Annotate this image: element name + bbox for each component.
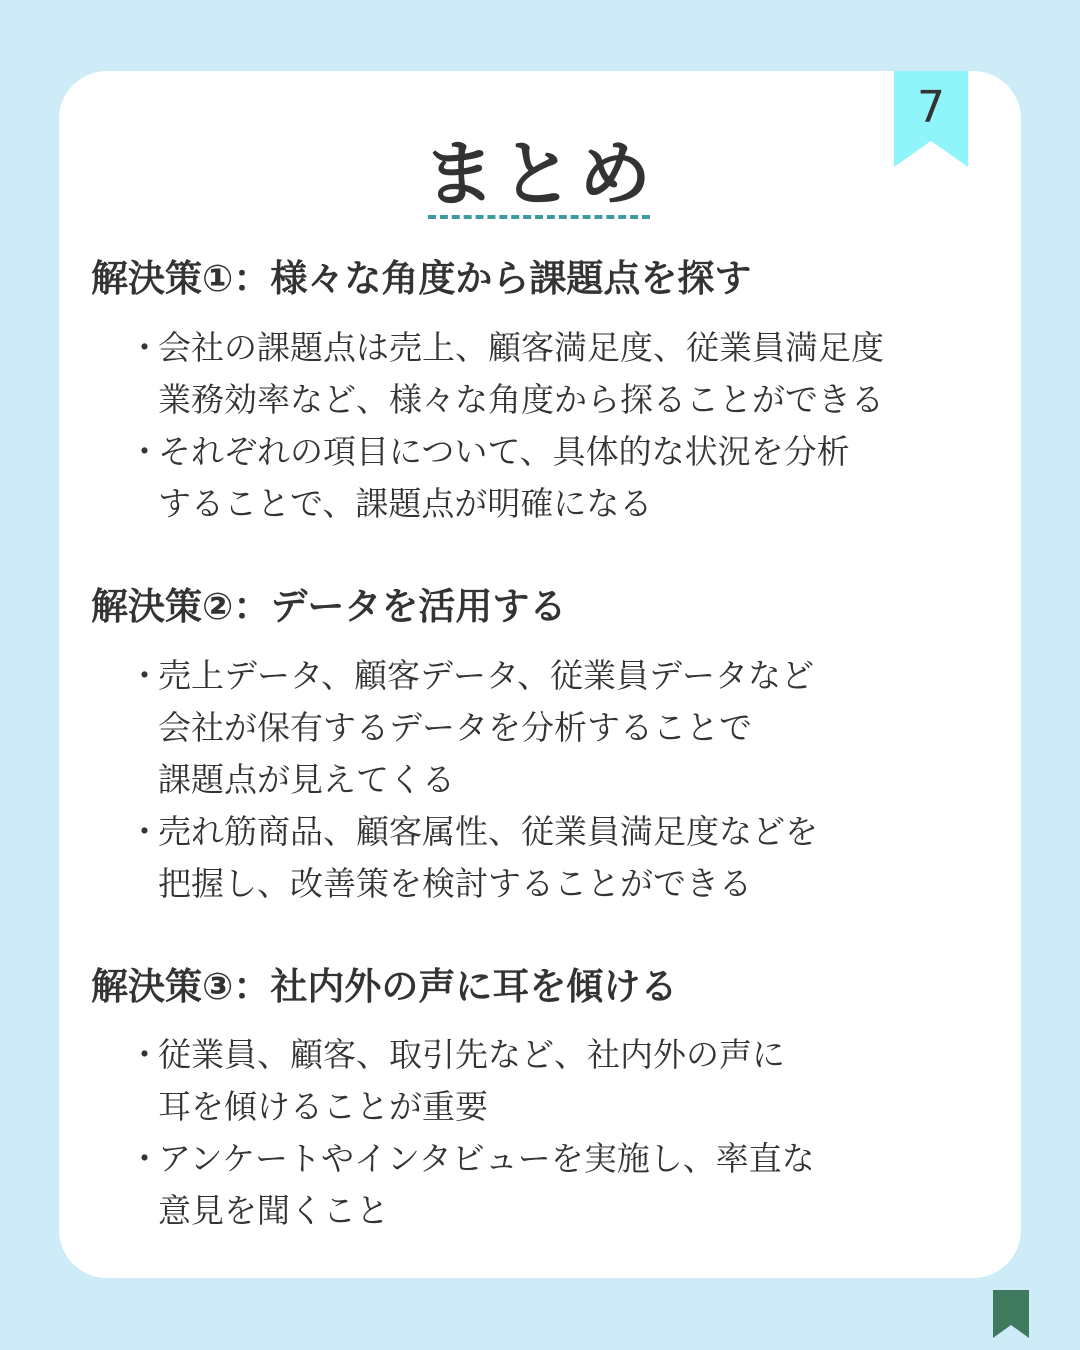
section-heading-3: 解決策③：社内外の声に耳を傾ける: [91, 965, 678, 1008]
bullet-line: 意見を聞くこと: [158, 1191, 389, 1230]
page-title: まとめ: [422, 132, 657, 216]
bullet-line: 課題点が見えてくる: [158, 760, 455, 799]
bookmark-icon[interactable]: [993, 1290, 1029, 1338]
page-tag: [894, 71, 968, 167]
bullet-line: 売上データ、顧客データ、従業員データなど: [158, 656, 815, 695]
title-underline: [428, 215, 650, 219]
bullet-dot: ・: [128, 432, 161, 471]
bullet-line: それぞれの項目について、具体的な状況を分析: [158, 432, 850, 471]
bullet-dot: ・: [128, 1035, 161, 1074]
bullet-line: 会社の課題点は売上、顧客満足度、従業員満足度: [158, 328, 884, 367]
bullet-line: 売れ筋商品、顧客属性、従業員満足度などを: [158, 812, 818, 851]
section-heading-2: 解決策②：データを活用する: [91, 585, 567, 628]
bullet-line: 耳を傾けることが重要: [158, 1087, 488, 1126]
bullet-dot: ・: [128, 328, 161, 367]
bullet-line: 把握し、改善策を検討することができる: [158, 864, 752, 903]
bullet-dot: ・: [128, 1139, 161, 1178]
bullet-line: 業務効率など、様々な角度から探ることができる: [158, 380, 884, 419]
page-number: 7: [917, 82, 945, 133]
bullet-dot: ・: [128, 812, 161, 851]
bullet-dot: ・: [128, 656, 161, 695]
bullet-line: 会社が保有するデータを分析することで: [158, 708, 752, 747]
bullet-line: 従業員、顧客、取引先など、社内外の声に: [158, 1035, 785, 1074]
bullet-line: アンケートやインタビューを実施し、率直な: [158, 1139, 815, 1178]
section-heading-1: 解決策①：様々な角度から課題点を探す: [91, 257, 752, 300]
bullet-line: することで、課題点が明確になる: [158, 484, 653, 523]
